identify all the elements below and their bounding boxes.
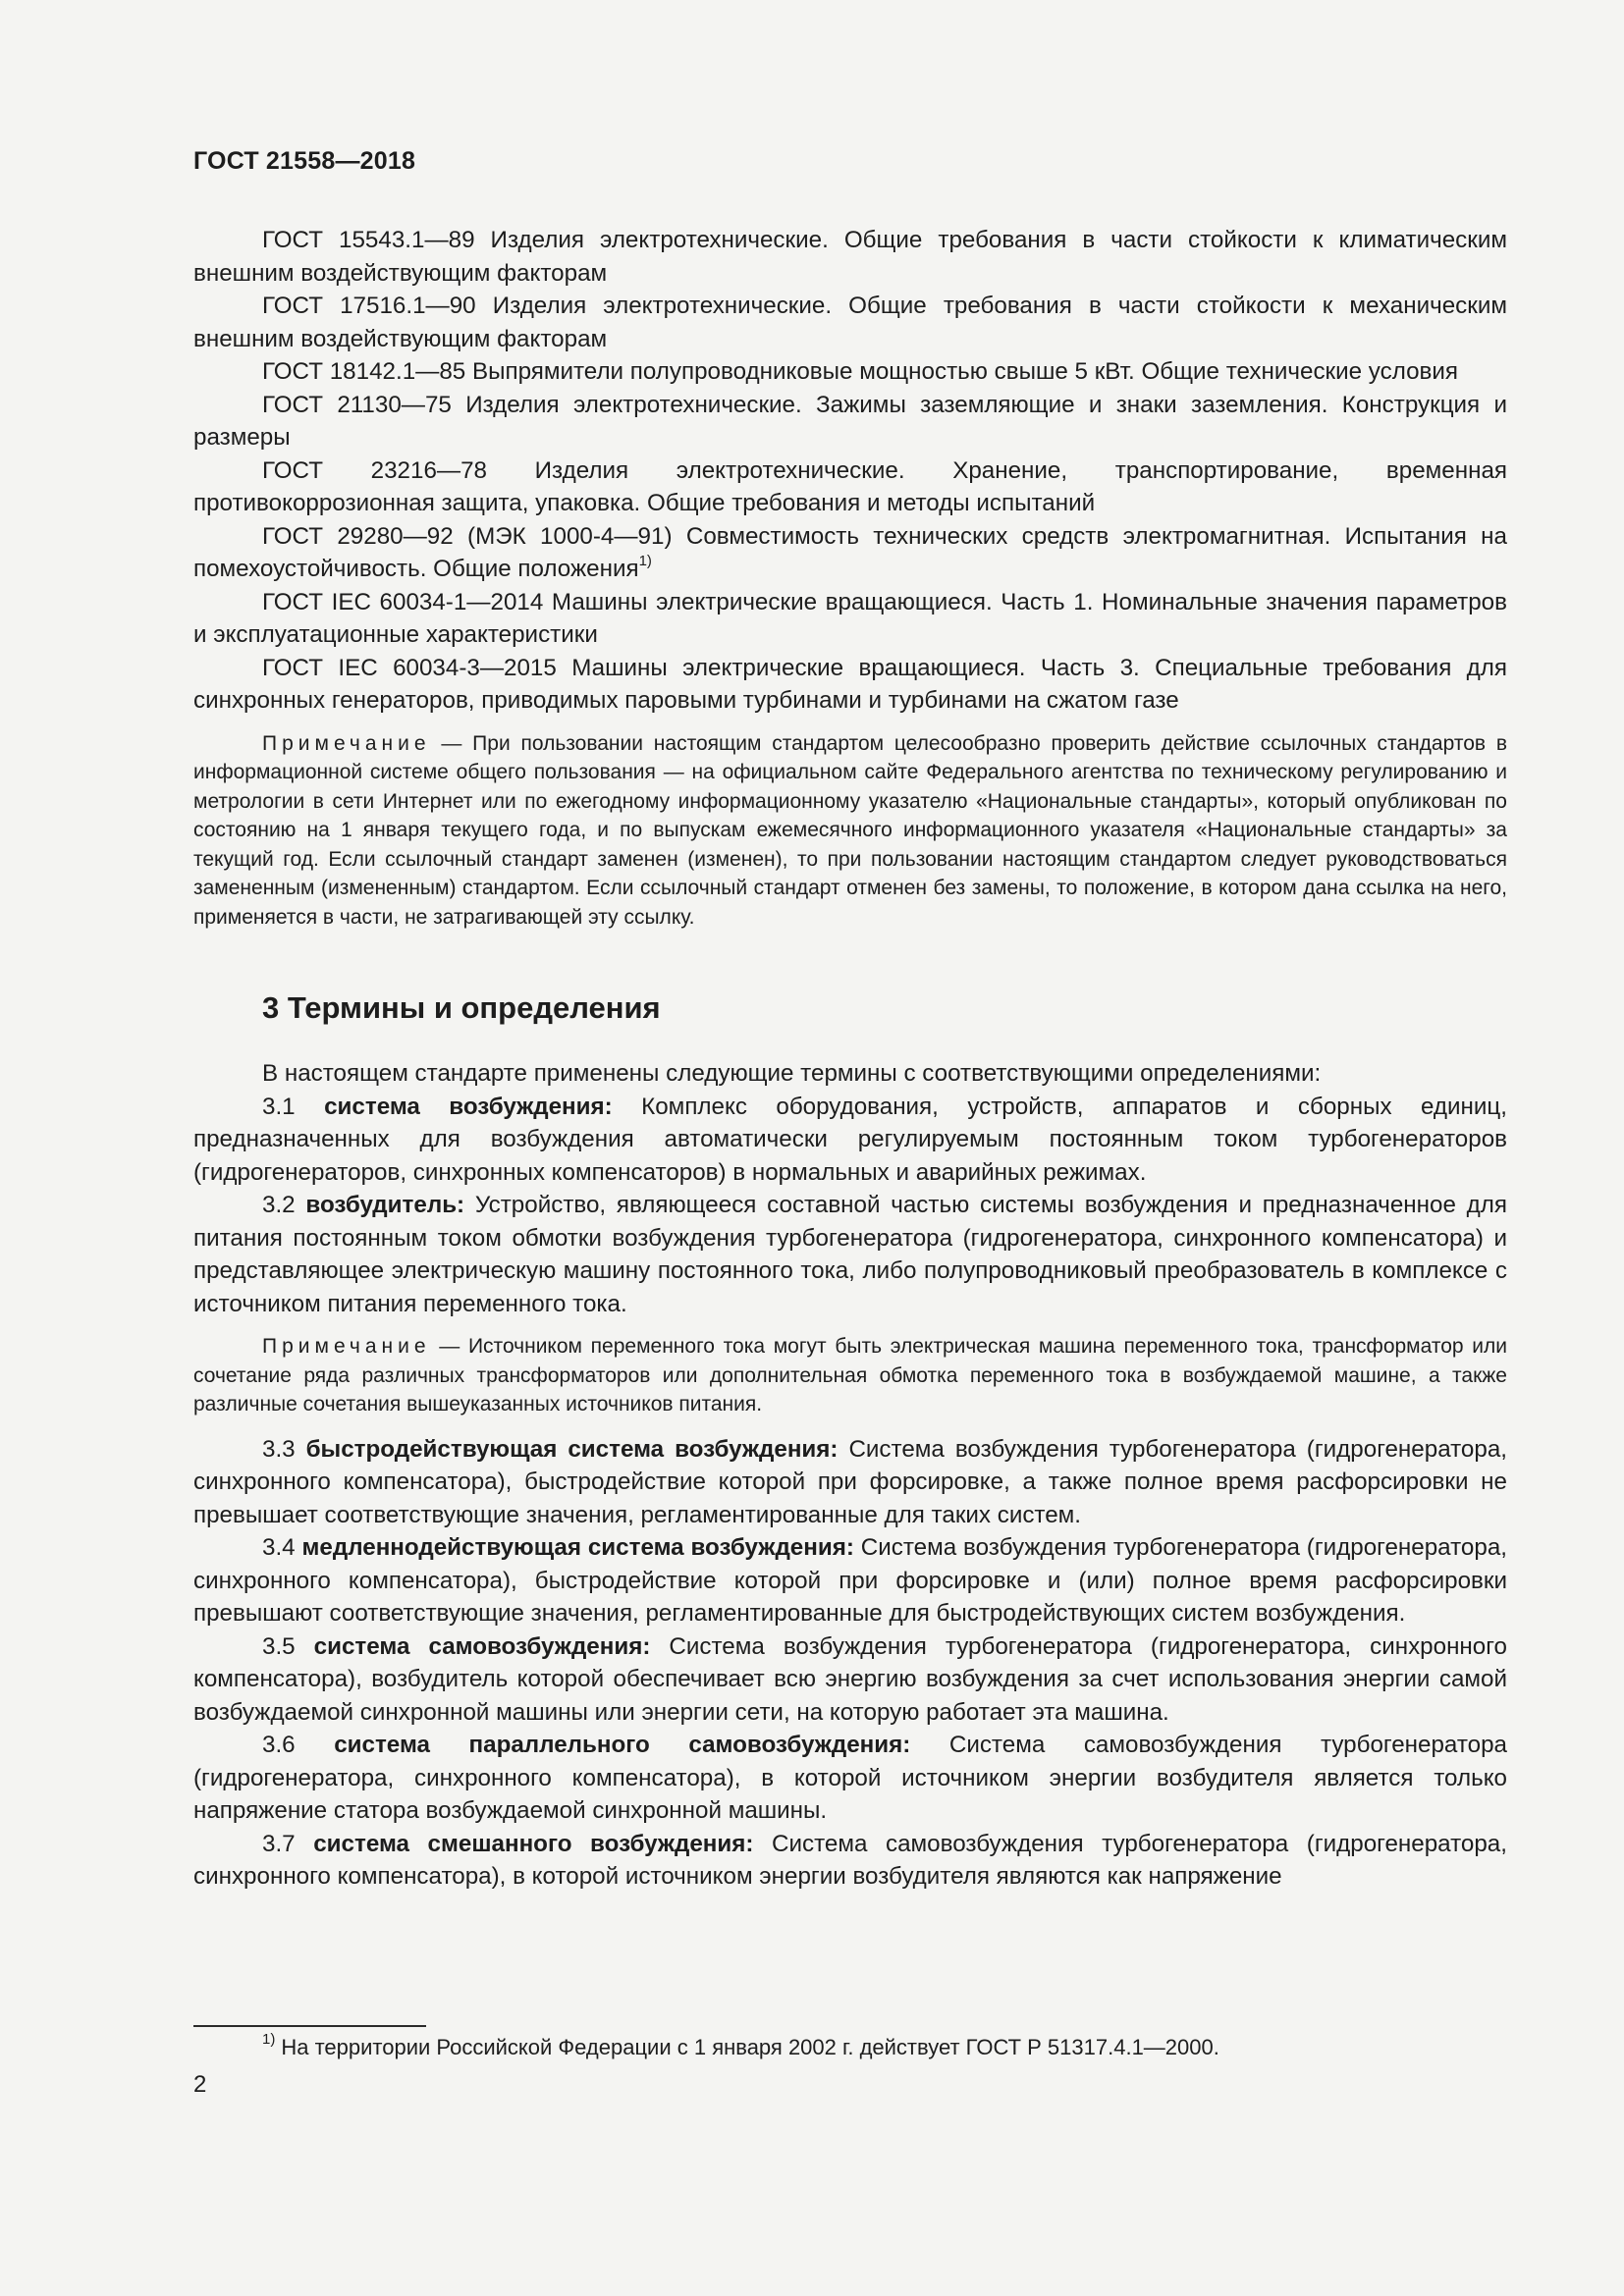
term-definition [193,1433,1507,1532]
note-text: — Источником переменного тока могут быть электрическая машина переменного тока, трансформатор или сочетание ряда различных трансформаторов или дополнительная обмотка переменного тока в возбуждаемой машине, а также различные сочетания вышеуказанных источников питания. [193,1335,1507,1415]
document-body [193,224,1507,1894]
note-text: — При пользовании настоящим стандартом целесообразно проверить действие ссылочных стандартов в информационной системе общего пользования — на официальном сайте Федерального агентства по техническому регулированию и метрологии в сети Интернет или по ежегодному информационному указателю «Национальные стандарты», который опубликован по состоянию на 1 января текущего года, и по выпускам ежемесячного информационного указателя «Национальные стандарты» за текущий год. Если ссылочный стандарт заменен (изменен), то при пользовании настоящим стандартом следует руководствоваться замененным (измененным) стандартом. Если ссылочный стандарт отменен без замены, то положение, в котором дана ссылка на него, применяется в части, не затрагивающей эту ссылку. [193,731,1507,929]
section-intro: В настоящем стандарте применены следующие термины с соответствующими определениями: [262,1060,1322,1087]
term-name: система параллельного самовозбуждения: [334,1732,911,1758]
term-definition [193,1729,1507,1828]
term-name: возбудитель: [305,1192,465,1218]
term-text: Система возбуждения турбогенератора (гидрогенератора, синхронного компенсатора), быстродействие которой при форсировке и (или) полное время расфорсировки превышают соответствующие значения, регламентированные для быстродействующих систем возбуждения. [193,1534,1507,1627]
term-definition [193,1531,1507,1630]
footnote-divider [193,2025,426,2027]
term-text: Система возбуждения турбогенератора (гидрогенератора, синхронного компенсатора), быстродействие которой при форсировке, а также полное время расфорсировки не превышает соответствующие значения, регламентированные для таких систем. [193,1435,1507,1528]
term-name: медленнодействующая система возбуждения: [301,1534,854,1561]
footnote-mark: 1) [638,552,652,569]
term-text: Система возбуждения турбогенератора (гидрогенератора, синхронного компенсатора), возбудитель которой обеспечивает всю энергию возбуждения за счет использования энергии самой возбуждаемой синхронной машины или энергии сети, на которую работает эта машина. [193,1632,1507,1726]
reference-item: ГОСТ 21130—75 Изделия электротехнические. Зажимы заземляющие и знаки заземления. Конструкция и размеры [193,391,1507,451]
document-header: ГОСТ 21558—2018 [193,147,416,175]
term-name: система возбуждения: [324,1093,613,1120]
note-ac-source [193,1332,1507,1419]
reference-item: ГОСТ 17516.1—90 Изделия электротехнические. Общие требования в части стойкости к механическим внешним воздействующим факторам [193,293,1507,352]
term-text: Устройство, являющееся составной частью системы возбуждения и предназначенное для питания постоянным током обмотки возбуждения турбогенератора (гидрогенератора, синхронного компенсатора) и представляющее электрическую машину постоянного тока, либо полупроводниковый преобразователь в комплексе с источником питания переменного тока. [193,1192,1507,1317]
note-label: Примечание [262,731,431,755]
term-text: Система самовозбуждения турбогенератора (гидрогенератора, синхронного компенсатора), в которой источником энергии возбудителя являются как напряжение [193,1830,1507,1890]
note-references [193,729,1507,933]
term-name: система самовозбуждения: [313,1632,651,1660]
term-definition [193,1189,1507,1320]
term-number: 3.2 [262,1192,306,1218]
note-label: Примечание [262,1335,431,1358]
term-number: 3.6 [262,1732,335,1758]
term-definition [193,1091,1507,1190]
page-number: 2 [193,2071,207,2098]
reference-text: ГОСТ 29280—92 (МЭК 1000-4—91) Совместимость технических средств электромагнитная. Испытания на помехоустойчивость. Общие положения [193,522,1507,582]
term-number: 3.4 [262,1534,302,1561]
term-text: Комплекс оборудования, устройств, аппаратов и сборных единиц, предназначенных для возбуждения автоматически регулируемым постоянным током турбогенераторов (гидрогенераторов, синхронных компенсаторов) в нормальных и аварийных режимах. [193,1093,1507,1186]
section-title: 3 Термины и определения [262,990,661,1025]
term-definition [193,1630,1507,1730]
reference-item: ГОСТ IEC 60034-1—2014 Машины электрические вращающиеся. Часть 1. Номинальные значения параметров и эксплуатационные характеристики [193,588,1507,648]
term-number: 3.3 [262,1435,306,1463]
footnote-mark: 1) [262,2030,276,2048]
term-name: система смешанного возбуждения: [313,1830,754,1857]
footnote-text: На территории Российской Федерации с 1 января 2002 г. действует ГОСТ Р 51317.4.1—2000. [281,2035,1219,2059]
term-text: Система самовозбуждения турбогенератора (гидрогенератора, синхронного компенсатора), в которой источником энергии возбудителя является только напряжение статора возбуждаемой синхронной машины. [193,1732,1507,1824]
reference-item [193,520,1507,586]
term-number: 3.5 [262,1632,314,1660]
footnote [193,2030,1507,2062]
term-number: 3.1 [262,1093,325,1120]
reference-item: ГОСТ IEC 60034-3—2015 Машины электрические вращающиеся. Часть 3. Специальные требования для синхронных генераторов, приводимых паровыми турбинами и турбинами на сжатом газе [193,654,1507,714]
reference-item: ГОСТ 23216—78 Изделия электротехнические. Хранение, транспортирование, временная противокоррозионная защита, упаковка. Общие требования и методы испытаний [193,456,1507,516]
term-number: 3.7 [262,1830,314,1857]
term-name: быстродействующая система возбуждения: [305,1435,839,1463]
term-definition [193,1828,1507,1894]
reference-item: ГОСТ 15543.1—89 Изделия электротехнические. Общие требования в части стойкости к климатическим внешним воздействующим факторам [193,227,1507,287]
reference-item: ГОСТ 18142.1—85 Выпрямители полупроводниковые мощностью свыше 5 кВт. Общие технические условия [262,358,1459,385]
